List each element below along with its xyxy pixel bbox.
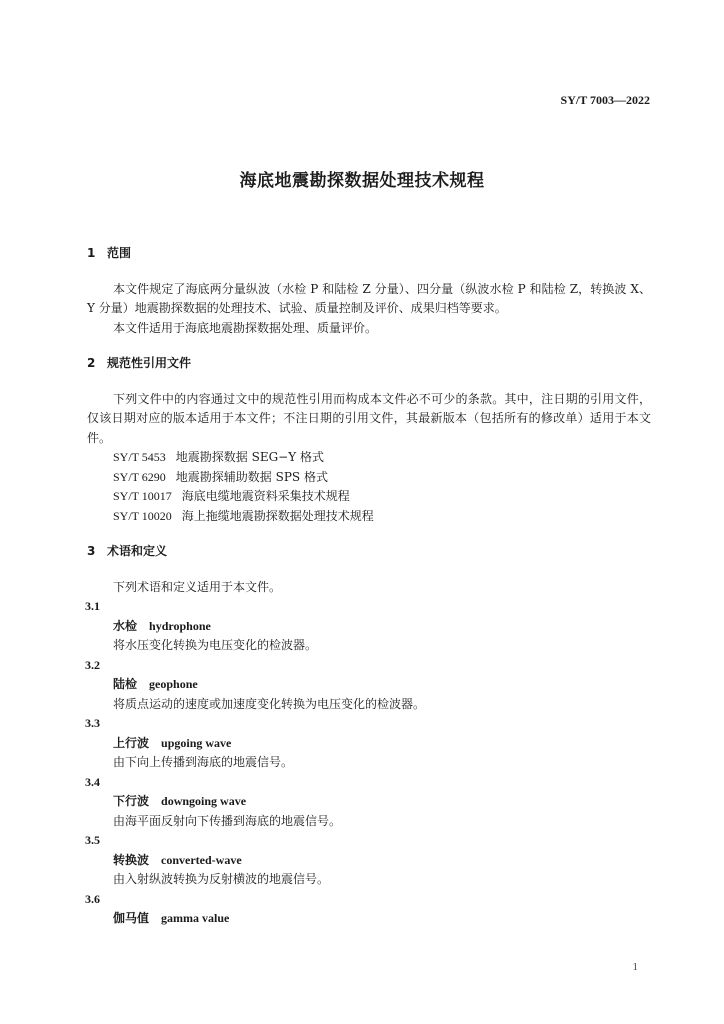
reference-list bbox=[87, 448, 651, 526]
term-definition: 将质点运动的速度或加速度变化转换为电压变化的检波器。 bbox=[113, 696, 426, 711]
term-name bbox=[87, 851, 651, 871]
term-entry bbox=[87, 597, 651, 656]
section-2-heading bbox=[87, 354, 651, 374]
term-name bbox=[87, 792, 651, 812]
term-chinese: 伽马值 bbox=[113, 911, 150, 925]
reference-item bbox=[87, 507, 651, 527]
term-number: 3.4 bbox=[85, 774, 100, 789]
term-number: 3.6 bbox=[85, 891, 100, 906]
term-number: 3.1 bbox=[85, 599, 100, 613]
term-definition: 由海平面反射向下传播到海底的地震信号。 bbox=[113, 813, 342, 828]
reference-item bbox=[87, 487, 651, 507]
term-english: gamma value bbox=[161, 911, 230, 925]
reference-title: 地震勘探辅助数据 SPS 格式 bbox=[175, 469, 328, 484]
term-entry bbox=[87, 714, 651, 773]
page-number: 1 bbox=[632, 961, 638, 973]
term-number: 3.3 bbox=[85, 716, 100, 730]
scope-paragraph-1: 本文件规定了海底两分量纵波（水检 P 和陆检 Z 分量）、四分量（纵波水检 P 和陆检 Z，转换波 X、Y 分量）地震勘探数据的处理技术、试验、质量控制及评价、成果归档等要求。 bbox=[87, 281, 651, 315]
term-english: converted-wave bbox=[161, 852, 242, 867]
term-number: 3.5 bbox=[85, 833, 100, 847]
reference-code: SY/T 6290 bbox=[113, 469, 166, 484]
document-title: 海底地震勘探数据处理技术规程 bbox=[239, 171, 485, 191]
term-chinese: 转换波 bbox=[113, 852, 150, 867]
section-number: 1 bbox=[87, 246, 96, 260]
term-entry bbox=[87, 831, 651, 890]
term-name bbox=[87, 909, 651, 929]
section-3-heading bbox=[87, 542, 651, 562]
reference-code: SY/T 10017 bbox=[113, 489, 172, 503]
term-english: hydrophone bbox=[149, 618, 211, 633]
reference-code: SY/T 5453 bbox=[113, 450, 166, 464]
reference-title: 海底电缆地震资料采集技术规程 bbox=[181, 489, 350, 503]
term-english: downgoing wave bbox=[161, 794, 247, 808]
term-name bbox=[87, 675, 651, 695]
section-number: 3 bbox=[87, 544, 96, 558]
term-number: 3.2 bbox=[85, 657, 100, 672]
term-chinese: 陆检 bbox=[113, 677, 138, 691]
reference-title: 地震勘探数据 SEG−Y 格式 bbox=[175, 450, 324, 464]
terms-intro: 下列术语和定义适用于本文件。 bbox=[113, 579, 282, 594]
reference-title: 海上拖缆地震勘探数据处理技术规程 bbox=[181, 508, 374, 523]
term-name bbox=[87, 617, 651, 637]
term-chinese: 水检 bbox=[113, 618, 138, 633]
reference-code: SY/T 10020 bbox=[113, 508, 172, 523]
term-english: geophone bbox=[149, 677, 198, 691]
term-chinese: 上行波 bbox=[113, 735, 150, 750]
scope-paragraph-2: 本文件适用于海底地震勘探数据处理、质量评价。 bbox=[113, 320, 378, 335]
section-title: 范围 bbox=[107, 246, 132, 260]
term-definition: 由入射纵波转换为反射横波的地震信号。 bbox=[113, 872, 330, 886]
term-entry bbox=[87, 656, 651, 715]
term-name bbox=[87, 734, 651, 754]
term-chinese: 下行波 bbox=[113, 794, 150, 808]
term-entry bbox=[87, 773, 651, 832]
term-entry bbox=[87, 890, 651, 929]
references-intro: 下列文件中的内容通过文中的规范性引用而构成本文件必不可少的条款。其中，注日期的引用文件，仅该日期对应的版本适用于本文件；不注日期的引用文件，其最新版本（包括所有的修改单）适用于本文件。 bbox=[87, 391, 651, 445]
term-english: upgoing wave bbox=[161, 735, 232, 750]
reference-item bbox=[87, 448, 651, 468]
section-number: 2 bbox=[87, 356, 96, 370]
term-definition: 将水压变化转换为电压变化的检波器。 bbox=[113, 638, 318, 652]
standard-code: SY/T 7003—2022 bbox=[560, 93, 650, 107]
section-title: 术语和定义 bbox=[107, 544, 168, 558]
document-body bbox=[87, 244, 651, 929]
reference-item bbox=[87, 468, 651, 488]
section-1-heading bbox=[87, 244, 651, 264]
term-definition: 由下向上传播到海底的地震信号。 bbox=[113, 755, 294, 769]
section-title: 规范性引用文件 bbox=[107, 356, 192, 370]
